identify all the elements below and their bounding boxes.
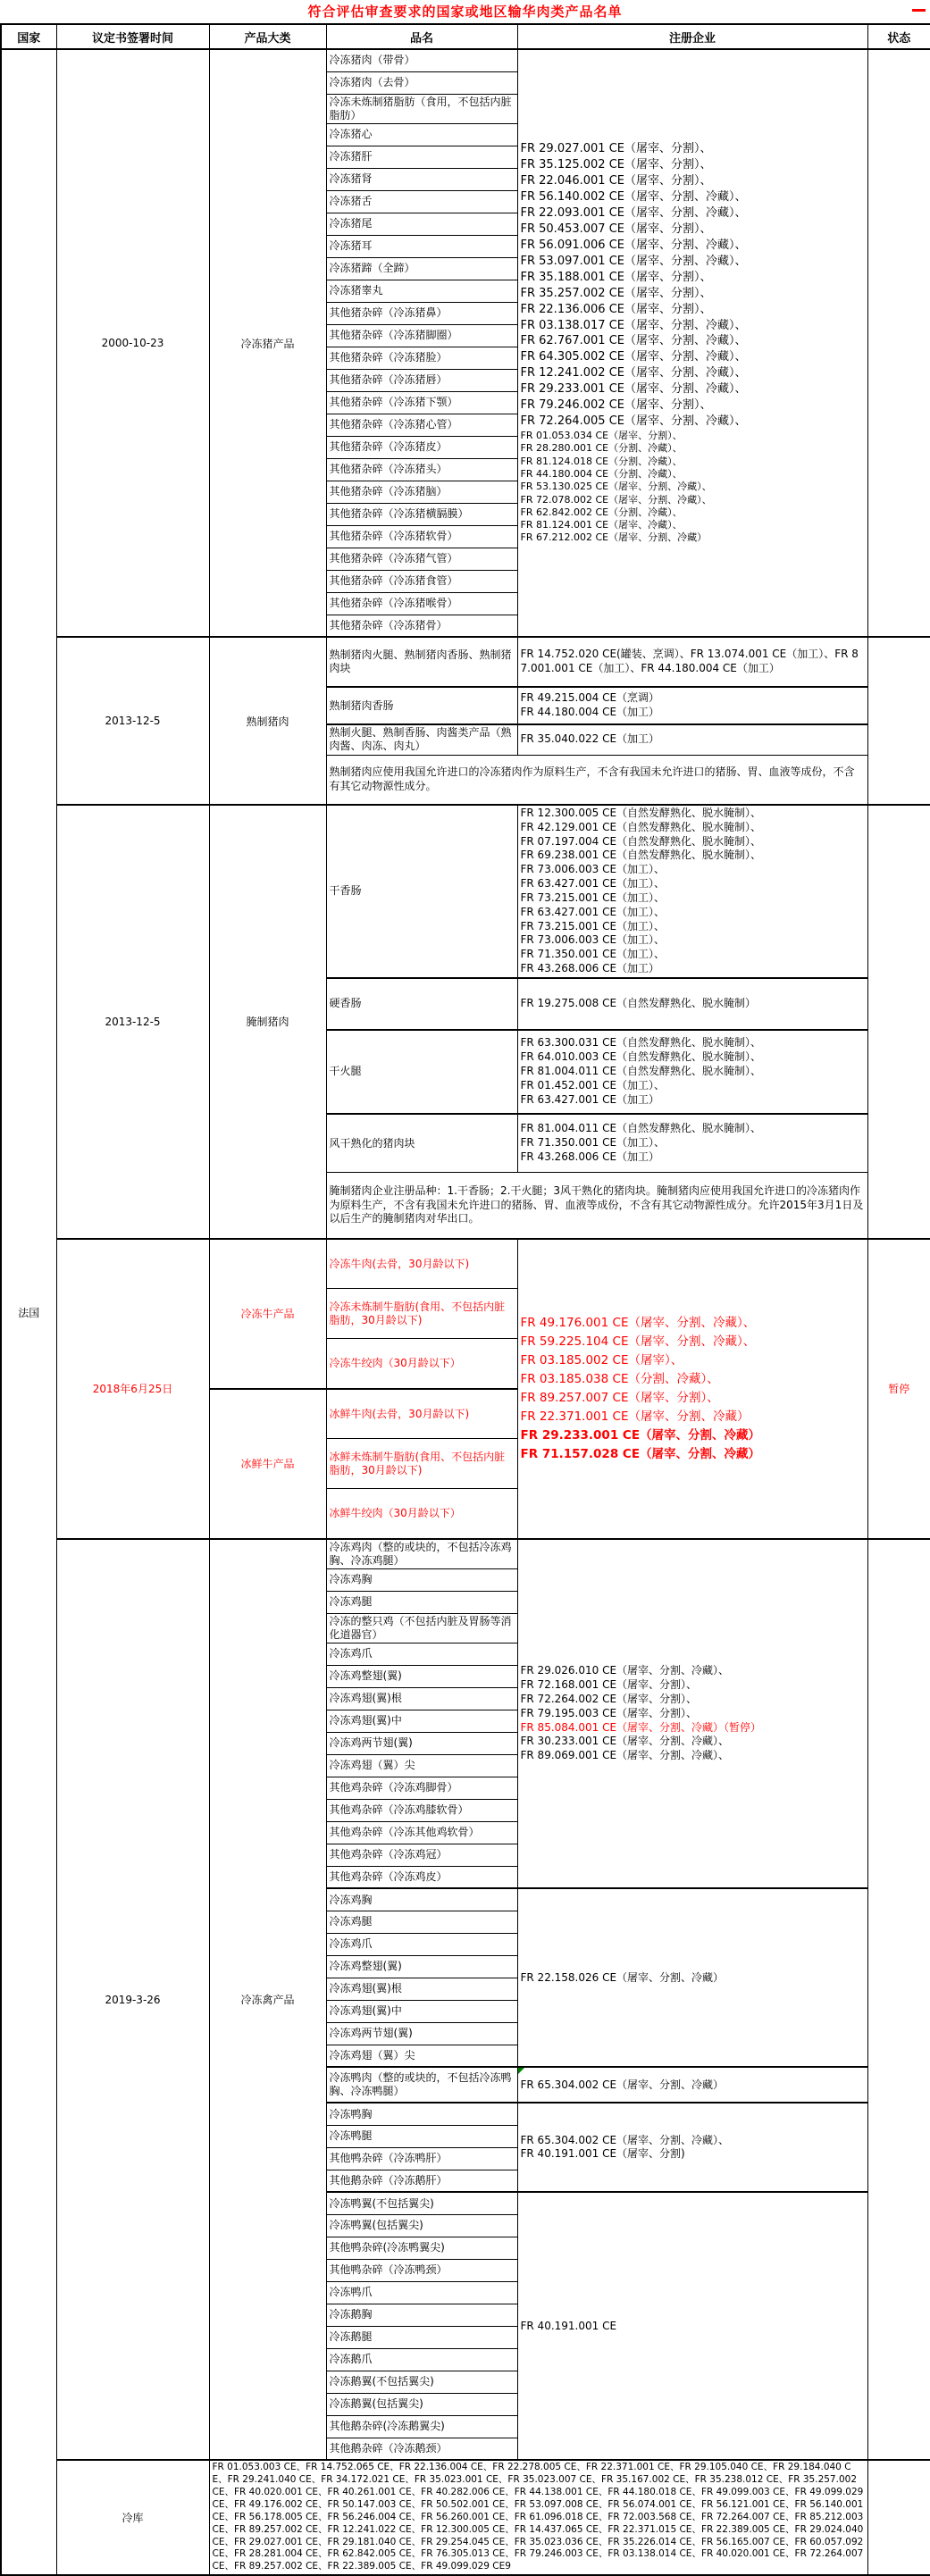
enterprise-entry: FR 69.238.001 CE（自然发酵熟化、脱水腌制）、 [520, 849, 762, 862]
enterprise-entry: FR 89.257.007 CE（屠宰、分割）、 [520, 1390, 719, 1405]
enterprise-entry: FR 63.427.001 CE（加工）、 [520, 905, 666, 918]
product-cell: 其他猪杂碎（冷冻猪横膈膜） [326, 503, 517, 525]
enterprise-cell [517, 724, 867, 755]
status-cell [867, 49, 930, 637]
product-cell: 冷冻鹅爪 [326, 2348, 517, 2371]
enterprise-entry: FR 35.040.022 CE（加工） [520, 732, 660, 746]
category-cell: 冰鲜牛产品 [209, 1389, 326, 1539]
enterprise-entry: FR 72.264.002 CE（屠宰、分割）、 [520, 1692, 698, 1705]
product-cell: 冷冻鸡胸 [326, 1568, 517, 1591]
enterprise-cell [517, 805, 867, 978]
enterprise-entry: FR 85.084.001 CE（屠宰、分割、冷藏）（暂停） [520, 1720, 762, 1734]
enterprise-entry: FR 35.188.001 CE（屠宰、分割）、 [520, 270, 712, 284]
product-cell: 其他猪杂碎（冷冻猪唇） [326, 369, 517, 391]
enterprise-entry: FR 22.158.026 CE（屠宰、分割、冷藏） [520, 1970, 725, 1984]
title-bar [0, 0, 930, 23]
enterprise-entry: FR 72.078.002 CE（屠宰、分割、冷藏）、 [520, 493, 712, 506]
enterprise-entry: FR 73.215.001 CE（加工）、 [520, 891, 666, 904]
product-cell: 冷冻的整只鸡（不包括内脏及胃肠等消化道器官） [326, 1613, 517, 1643]
product-cell: 冷冻猪蹄（全蹄） [326, 257, 517, 280]
enterprise-entry: FR 12.300.005 CE（自然发酵熟化、脱水腌制）、 [520, 807, 762, 819]
status-cell [867, 2460, 930, 2575]
enterprise-entry: FR 56.140.002 CE（屠宰、分割、冷藏）、 [520, 190, 747, 205]
header-row [1, 24, 930, 49]
enterprise-entry: FR 56.091.006 CE（屠宰、分割、冷藏）、 [520, 238, 747, 252]
category-cell: 熟制猪肉 [209, 637, 326, 805]
product-cell: 熟制猪肉香肠 [326, 687, 517, 724]
category-cell: 腌制猪肉 [209, 805, 326, 1239]
enterprise-cell [517, 49, 867, 637]
product-cell: 冰鲜未炼制牛脂肪(食用、不包括内脏脂肪，30月龄以下) [326, 1439, 517, 1489]
product-cell: 冷冻猪舌 [326, 190, 517, 213]
product-cell: 干火腿 [326, 1030, 517, 1114]
page-title: 符合评估审查要求的国家或地区输华肉类产品名单 [307, 4, 623, 20]
product-cell: 冷冻鸡腿 [326, 1911, 517, 1933]
enterprise-cell [517, 2103, 867, 2192]
enterprise-entry: FR 73.006.003 CE（加工）、 [520, 863, 666, 876]
enterprise-entry: FR 14.752.020 CE(罐装、烹调）、FR 13.074.001 CE（加工）、FR 87.001.001 CE（加工）、FR 44.180.004 CE（加工） [520, 648, 859, 674]
enterprise-entry: FR 44.180.004 CE（加工） [520, 706, 660, 718]
product-cell: 冷冻鸡翅（翼）尖 [326, 1754, 517, 1777]
coldstore-note-cell: FR 01.053.003 CE、FR 14.752.065 CE、FR 22.136.004 CE、FR 22.278.005 CE、FR 22.371.001 CE、FR 29.105.040 CE、FR 29.184.040 CE、FR 29.241.040 CE、FR 34.172.021 CE、FR 35.023.001 CE、FR 35.023.007 CE、FR 35.167.002 CE、FR 35.238.012 CE、FR 35.257.002 CE、FR 40.020.001 CE、FR 40.261.001 CE、FR 40.282.006 CE、FR 44.138.001 CE、FR 44.180.018 CE、FR 49.099.003 CE、FR 49.099.029 CE、FR 49.176.002 CE、FR 50.147.003 CE、FR 50.502.001 CE、FR 53.097.008 CE、FR 56.074.001 CE、FR 56.121.001 CE、FR 56.140.001 CE、FR 56.178.005 CE、FR 56.246.004 CE、FR 56.260.001 CE、FR 61.096.018 CE、FR 72.003.568 CE、FR 72.264.007 CE、FR 85.212.003 CE、FR 89.257.002 CE、FR 12.241.022 CE、FR 12.300.005 CE、FR 14.437.065 CE、FR 22.371.015 CE、FR 22.389.005 CE、FR 29.024.040 CE、FR 29.027.001 CE、FR 29.181.040 CE、FR 29.254.045 CE、FR 35.023.036 CE、FR 35.226.014 CE、FR 56.165.007 CE、FR 60.057.092 CE、FR 28.281.004 CE、FR 62.842.005 CE、FR 76.305.013 CE、FR 79.246.003 CE、FR 03.138.014 CE、FR 40.020.001 CE、FR 72.264.007 CE、FR 89.257.002 CE、FR 22.389.005 CE、FR 49.099.029 CE9 [209, 2460, 867, 2575]
enterprise-entry: FR 30.233.001 CE（屠宰、分割、冷藏）、 [520, 1735, 730, 1748]
product-cell: 冷冻鸡整翅(翼) [326, 1665, 517, 1687]
enterprise-entry: FR 81.004.011 CE（自然发酵熟化、脱水腌制）、 [520, 1065, 762, 1078]
product-cell: 冷冻鸭翼(包括翼尖) [326, 2214, 517, 2237]
enterprise-entry: FR 43.268.006 CE（加工） [520, 1150, 660, 1164]
product-cell: 冷冻猪尾 [326, 213, 517, 235]
product-cell: 冰鲜牛绞肉（30月龄以下） [326, 1489, 517, 1539]
enterprise-entry: FR 01.452.001 CE（加工）、 [520, 1078, 666, 1091]
enterprise-entry: FR 62.842.002 CE（分割、冷藏）、 [520, 506, 683, 518]
product-cell: 其他猪杂碎（冷冻猪气管） [326, 548, 517, 570]
product-cell: 冷冻鸭胸 [326, 2103, 517, 2125]
product-cell: 硬香肠 [326, 978, 517, 1030]
product-cell: 其他猪杂碎（冷冻猪皮） [326, 436, 517, 458]
product-cell: 冷冻猪肾 [326, 168, 517, 190]
product-cell: 其他鸡杂碎（冷冻鸡冠） [326, 1844, 517, 1866]
enterprise-entry: FR 29.027.001 CE（屠宰、分割）、 [520, 142, 712, 156]
enterprise-entry: FR 50.453.007 CE（屠宰、分割）、 [520, 222, 712, 236]
enterprise-entry: FR 72.168.001 CE（屠宰、分割）、 [520, 1678, 698, 1692]
enterprise-entry: FR 29.233.001 CE（屠宰、分割、冷藏） [520, 1427, 761, 1443]
product-cell: 风干熟化的猪肉块 [326, 1114, 517, 1173]
product-cell: 冷冻鸡整翅(翼) [326, 1955, 517, 1978]
product-cell: 冷冻鹅翼(包括翼尖) [326, 2393, 517, 2415]
product-cell: 冷冻鸡爪 [326, 1933, 517, 1955]
product-cell: 其他鸭杂碎(冷冻鸭翼尖) [326, 2237, 517, 2259]
status-cell [867, 805, 930, 1239]
product-cell: 其他猪杂碎（冷冻猪喉骨） [326, 592, 517, 615]
enterprise-entry: FR 03.185.038 CE（分割、冷藏）、 [520, 1372, 719, 1387]
enterprise-entry: FR 07.197.004 CE（自然发酵熟化、脱水腌制）、 [520, 834, 762, 848]
enterprise-entry: FR 42.129.001 CE（自然发酵熟化、脱水腌制）、 [520, 820, 762, 833]
product-cell: 冷冻猪肉（带骨） [326, 49, 517, 71]
enterprise-entry: FR 71.157.028 CE（屠宰、分割、冷藏） [520, 1446, 761, 1461]
product-cell: 冷冻猪耳 [326, 235, 517, 257]
enterprise-cell [517, 687, 867, 724]
product-cell: 冷冻鹅胸 [326, 2304, 517, 2326]
status-cell [867, 1539, 930, 2461]
product-cell: 其他猪杂碎（冷冻猪下颚） [326, 391, 517, 414]
product-cell: 冷冻牛肉(去骨，30月龄以下) [326, 1239, 517, 1289]
product-cell: 冰鲜牛肉(去骨，30月龄以下) [326, 1389, 517, 1439]
product-cell: 其他猪杂碎（冷冻猪脚圈） [326, 324, 517, 347]
country-cell: 法国 [1, 49, 56, 2575]
enterprise-entry: FR 28.280.001 CE（分割、冷藏）、 [520, 442, 683, 455]
product-cell: 冷冻鸡爪 [326, 1643, 517, 1665]
enterprise-entry: FR 65.304.002 CE（屠宰、分割、冷藏）、 [520, 2133, 730, 2146]
date-cell: 2013-12-5 [56, 637, 209, 805]
enterprise-entry: FR 22.046.001 CE（屠宰、分割）、 [520, 174, 712, 188]
product-cell: 熟制火腿、熟制香肠、肉酱类产品（熟肉酱、肉冻、肉丸） [326, 724, 517, 755]
enterprise-entry: FR 22.371.001 CE（屠宰、分割、冷藏） [520, 1409, 750, 1424]
product-cell: 冷冻鸡翅(翼)根 [326, 1687, 517, 1710]
enterprise-entry: FR 64.010.003 CE（自然发酵熟化、脱水腌制）、 [520, 1050, 762, 1064]
product-cell: 冷冻鸡翅（翼）尖 [326, 2045, 517, 2067]
title-corner-mark [912, 9, 926, 12]
product-cell: 冷冻鹅腿 [326, 2326, 517, 2348]
date-cell: 2019-3-26 [56, 1539, 209, 2461]
product-cell: 冷冻鸡翅(翼)中 [326, 2000, 517, 2022]
enterprise-entry: FR 63.427.001 CE（加工） [520, 1092, 660, 1106]
enterprise-cell [517, 637, 867, 687]
enterprise-entry: FR 12.241.002 CE（屠宰、分割、冷藏）、 [520, 366, 747, 381]
enterprise-entry: FR 53.130.025 CE（屠宰、分割、冷藏）、 [520, 481, 712, 493]
product-cell: 冷冻猪肉（去骨） [326, 71, 517, 94]
product-cell: 其他猪杂碎（冷冻猪软骨） [326, 525, 517, 548]
products-table [0, 23, 930, 2576]
enterprise-cell [517, 1114, 867, 1173]
enterprise-entry: FR 89.069.001 CE（屠宰、分割、冷藏）、 [520, 1749, 730, 1762]
enterprise-entry: FR 65.304.002 CE（屠宰、分割、冷藏） [520, 2078, 725, 2091]
product-cell: 其他猪杂碎（冷冻猪鼻） [326, 302, 517, 324]
enterprise-entry: FR 40.191.001 CE（屠宰、分割) [520, 2147, 685, 2161]
enterprise-cell [517, 1239, 867, 1539]
enterprise-cell [517, 1030, 867, 1114]
table-header [1, 24, 930, 49]
product-cell: 冷冻鸡胸 [326, 1888, 517, 1911]
product-cell: 其他鸭杂碎（冷冻鸭肝） [326, 2147, 517, 2170]
product-cell: 其他鹅杂碎(冷冻鹅翼尖) [326, 2415, 517, 2438]
note-cell: 腌制猪肉企业注册品种：1.干香肠；2.干火腿；3风干熟化的猪肉块。腌制猪肉应使用我国允许进口的冷冻猪肉作为原料生产，不含有我国未允许进口的猪肠、胃、血液等成份，不含有其它动物源性成分。允许2015年3月1日及以后生产的腌制猪肉对华出口。 [326, 1173, 867, 1239]
col-header-status: 状态 [867, 24, 930, 49]
product-cell: 其他猪杂碎（冷冻猪脑） [326, 481, 517, 503]
enterprise-entry: FR 73.006.003 CE（加工）、 [520, 933, 666, 947]
product-cell: 其他猪杂碎（冷冻猪心管） [326, 414, 517, 436]
enterprise-entry: FR 29.026.010 CE（屠宰、分割、冷藏）、 [520, 1664, 730, 1677]
product-cell: 冷冻鸡翅(翼)中 [326, 1710, 517, 1732]
product-cell: 其他鸡杂碎（冷冻鸡脚骨） [326, 1777, 517, 1799]
product-cell: 熟制猪肉火腿、熟制猪肉香肠、熟制猪肉块 [326, 637, 517, 687]
col-header-category: 产品大类 [209, 24, 326, 49]
product-cell: 冷冻鸡肉（整的或块的，不包括冷冻鸡胸、冷冻鸡腿） [326, 1539, 517, 1569]
enterprise-entry: FR 29.233.001 CE（屠宰、分割、冷藏）、 [520, 382, 747, 397]
product-cell: 冷冻鸡腿 [326, 1591, 517, 1613]
enterprise-entry: FR 35.125.002 CE（屠宰、分割）、 [520, 158, 712, 172]
table-body [1, 49, 930, 2575]
category-cell: 冷冻猪产品 [209, 49, 326, 637]
enterprise-entry: FR 53.097.001 CE（屠宰、分割、冷藏）、 [520, 254, 747, 268]
product-cell: 冷冻猪肝 [326, 146, 517, 168]
enterprise-entry: FR 43.268.006 CE（加工） [520, 962, 660, 975]
product-cell: 其他鹅杂碎（冷冻鹅颈） [326, 2438, 517, 2460]
enterprise-cell [517, 1888, 867, 2067]
enterprise-entry: FR 44.180.004 CE（分割、冷藏）、 [520, 467, 683, 480]
enterprise-entry: FR 49.215.004 CE（烹调） [520, 691, 660, 705]
product-cell: 冷冻未炼制猪脂肪（食用，不包括内脏脂肪） [326, 94, 517, 123]
product-cell: 冷冻鸡翅(翼)根 [326, 1978, 517, 2000]
comment-marker [518, 2068, 524, 2074]
enterprise-entry: FR 79.246.002 CE（屠宰、分割）、 [520, 398, 712, 413]
product-cell: 冷冻鹅翼(不包括翼尖) [326, 2371, 517, 2393]
enterprise-entry: FR 81.124.018 CE（分割、冷藏）、 [520, 455, 683, 467]
product-cell: 冷冻猪睾丸 [326, 280, 517, 302]
enterprise-cell [517, 978, 867, 1030]
product-cell: 其他猪杂碎（冷冻猪食管） [326, 570, 517, 592]
enterprise-entry: FR 81.124.001 CE（屠宰、冷藏）、 [520, 519, 683, 531]
enterprise-entry: FR 79.195.003 CE（屠宰、分割）、 [520, 1706, 698, 1719]
category-cell: 冷冻牛产品 [209, 1239, 326, 1389]
product-cell: 冷冻鸭肉（整的或块的，不包括冷冻鸭胸、冷冻鸭腿） [326, 2067, 517, 2103]
product-cell: 其他鸭杂碎（冷冻鸭颈） [326, 2259, 517, 2281]
enterprise-entry: FR 40.191.001 CE [520, 2319, 617, 2332]
product-cell: 其他鸡杂碎（冷冻鸡膝软骨） [326, 1799, 517, 1821]
product-cell: 冷冻鸭翼(不包括翼尖) [326, 2192, 517, 2214]
product-cell: 其他猪杂碎（冷冻猪脸） [326, 347, 517, 369]
product-cell: 冷冻猪心 [326, 123, 517, 146]
product-cell: 其他鹅杂碎（冷冻鹅肝） [326, 2170, 517, 2192]
status-cell [867, 637, 930, 805]
product-cell: 冷冻鸡两节翅(翼) [326, 2022, 517, 2045]
enterprise-entry: FR 72.264.005 CE（屠宰、分割、冷藏）、 [520, 414, 747, 429]
product-cell: 冷冻未炼制牛脂肪(食用、不包括内脏脂肪，30月龄以下) [326, 1289, 517, 1339]
date-cell: 冷库 [56, 2460, 209, 2575]
product-cell: 其他鸡杂碎（冷冻鸡皮） [326, 1866, 517, 1888]
col-header-enterprise: 注册企业 [517, 24, 867, 49]
enterprise-entry: FR 64.305.002 CE（屠宰、分割、冷藏）、 [520, 350, 747, 364]
note-cell: 熟制猪肉应使用我国允许进口的冷冻猪肉作为原料生产，不含有我国未允许进口的猪肠、胃、血液等成份，不含有其它动物源性成分。 [326, 755, 867, 805]
date-cell: 2000-10-23 [56, 49, 209, 637]
product-cell: 其他猪杂碎（冷冻猪骨） [326, 615, 517, 637]
date-cell: 2013-12-5 [56, 805, 209, 1239]
enterprise-entry: FR 22.093.001 CE（屠宰、分割、冷藏）、 [520, 205, 747, 220]
enterprise-cell [517, 2192, 867, 2460]
enterprise-entry: FR 73.215.001 CE（加工）、 [520, 919, 666, 933]
category-cell: 冷冻禽产品 [209, 1539, 326, 2461]
product-cell: 冷冻鸭爪 [326, 2281, 517, 2304]
product-cell: 干香肠 [326, 805, 517, 978]
product-cell: 其他鸡杂碎（冷冻其他鸡软骨） [326, 1821, 517, 1844]
product-cell: 冷冻牛绞肉（30月龄以下） [326, 1339, 517, 1389]
enterprise-entry: FR 81.004.011 CE（自然发酵熟化、脱水腌制）、 [520, 1122, 762, 1135]
product-cell: 其他猪杂碎（冷冻猪头） [326, 458, 517, 481]
enterprise-entry: FR 67.212.002 CE（屠宰、分割、冷藏） [520, 531, 708, 544]
enterprise-cell [517, 2067, 867, 2103]
enterprise-entry: FR 63.427.001 CE（加工）、 [520, 877, 666, 891]
enterprise-entry: FR 19.275.008 CE（自然发酵熟化、脱水腌制） [520, 997, 757, 1010]
enterprise-cell [517, 1539, 867, 1889]
enterprise-entry: FR 35.257.002 CE（屠宰、分割）、 [520, 286, 712, 300]
enterprise-entry: FR 01.053.034 CE（屠宰、分割）、 [520, 430, 683, 442]
enterprise-entry: FR 62.767.001 CE（屠宰、分割、冷藏）、 [520, 334, 747, 348]
date-cell: 2018年6月25日 [56, 1239, 209, 1539]
col-header-product: 品名 [326, 24, 517, 49]
enterprise-entry: FR 03.138.017 CE（屠宰、分割、冷藏）、 [520, 318, 747, 332]
col-header-country: 国家 [1, 24, 56, 49]
enterprise-entry: FR 71.350.001 CE（加工）、 [520, 1136, 666, 1150]
enterprise-entry: FR 63.300.031 CE（自然发酵熟化、脱水腌制）、 [520, 1036, 762, 1050]
enterprise-entry: FR 71.350.001 CE（加工）、 [520, 948, 666, 961]
product-cell: 冷冻鸭腿 [326, 2125, 517, 2147]
enterprise-entry: FR 49.176.001 CE（屠宰、分割、冷藏）、 [520, 1316, 756, 1331]
enterprise-entry: FR 22.136.006 CE（屠宰、分割）、 [520, 302, 712, 316]
product-cell: 冷冻鸡两节翅(翼) [326, 1732, 517, 1754]
enterprise-entry: FR 59.225.104 CE（屠宰、分割、冷藏）、 [520, 1334, 756, 1350]
status-cell: 暂停 [867, 1239, 930, 1539]
enterprise-entry: FR 03.185.002 CE（屠宰）、 [520, 1353, 683, 1368]
col-header-date: 议定书签署时间 [56, 24, 209, 49]
